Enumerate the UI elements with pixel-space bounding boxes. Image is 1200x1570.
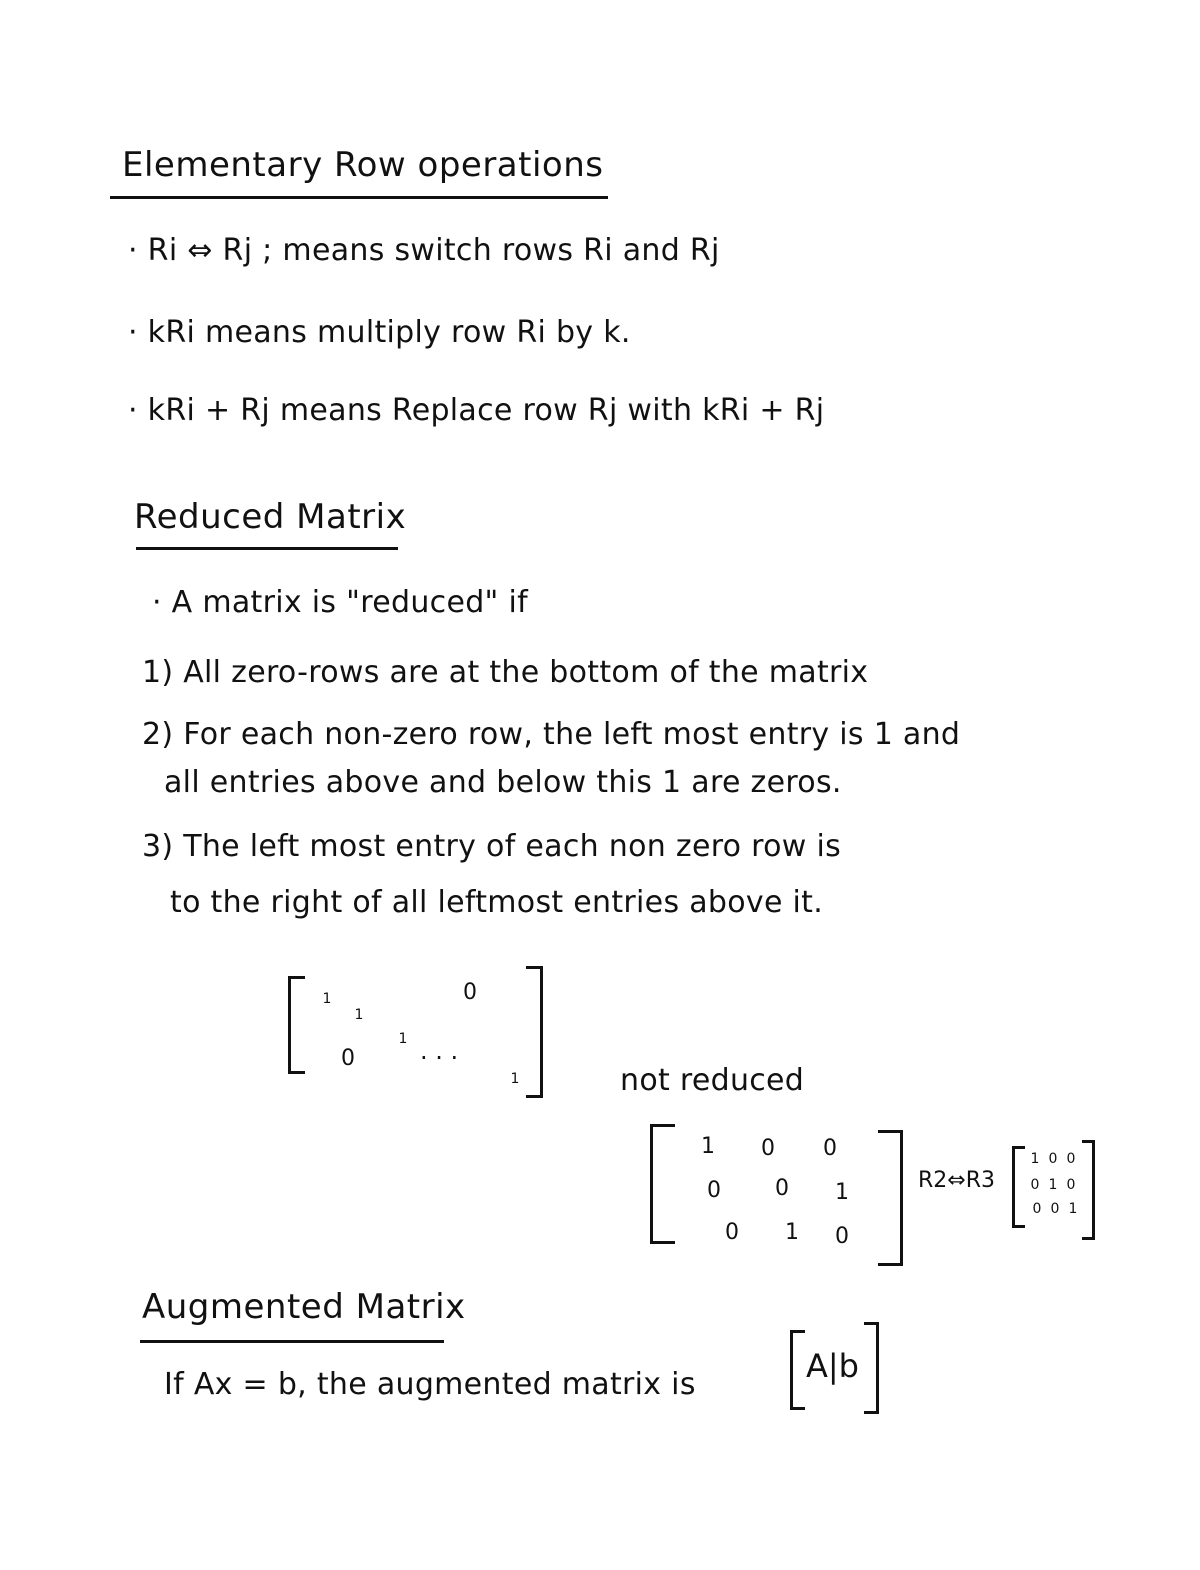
section-title-reduced-matrix: Reduced Matrix: [134, 497, 407, 537]
rule-1: 1) All zero-rows are at the bottom of the matrix: [142, 655, 869, 690]
not-reduced-label: not reduced: [620, 1063, 805, 1098]
augmented-content: A|b: [806, 1347, 859, 1385]
matrix-entry: 0: [1030, 1177, 1040, 1193]
matrix-entry: 1: [354, 1007, 364, 1023]
matrix-entry: 1: [322, 991, 332, 1007]
matrix-entry: 0: [761, 1136, 775, 1161]
matrix-entry: 0: [707, 1178, 721, 1203]
right-bracket: [1082, 1140, 1095, 1240]
matrix-entry: 1: [510, 1071, 520, 1087]
matrix-entry: 1: [1048, 1177, 1058, 1193]
right-bracket: [864, 1322, 879, 1414]
right-bracket: [878, 1130, 903, 1266]
left-bracket: [288, 976, 305, 1074]
matrix-dots: · · ·: [420, 1044, 459, 1072]
title-underline: [140, 1340, 444, 1343]
matrix-entry: 1: [785, 1220, 799, 1245]
bullet-swap-rows: · Ri ⇔ Rj ; means switch rows Ri and Rj: [128, 233, 720, 268]
matrix-entry: 0: [823, 1136, 837, 1161]
left-bracket: [650, 1124, 675, 1244]
left-bracket: [1012, 1146, 1025, 1228]
bullet-replace-row: · kRi + Rj means Replace row Rj with kRi + Rj: [128, 393, 825, 428]
matrix-entry: 1: [835, 1180, 849, 1205]
matrix-entry: 0: [1050, 1201, 1060, 1217]
augmented-definition: If Ax = b, the augmented matrix is: [164, 1367, 696, 1402]
matrix-entry: 0: [1032, 1201, 1042, 1217]
section-title-row-operations: Elementary Row operations: [122, 145, 604, 185]
reduced-intro: · A matrix is "reduced" if: [152, 585, 528, 620]
rule-2-continued: all entries above and below this 1 are zeros.: [164, 765, 842, 800]
left-bracket: [790, 1330, 805, 1410]
matrix-entry: 0: [835, 1224, 849, 1249]
matrix-entry: 1: [1030, 1151, 1040, 1167]
rule-3-continued: to the right of all leftmost entries above it.: [170, 885, 824, 920]
section-title-augmented-matrix: Augmented Matrix: [142, 1287, 466, 1327]
matrix-entry: 1: [398, 1031, 408, 1047]
matrix-upper-zero: 0: [463, 980, 477, 1005]
matrix-entry: 1: [1068, 1201, 1078, 1217]
row-swap-operation: R2⇔R3: [918, 1168, 995, 1193]
matrix-entry: 0: [1066, 1151, 1076, 1167]
title-underline: [110, 196, 608, 199]
matrix-entry: 0: [775, 1176, 789, 1201]
right-bracket: [526, 966, 543, 1098]
matrix-entry: 0: [725, 1220, 739, 1245]
matrix-entry: 1: [701, 1134, 715, 1159]
matrix-entry: 0: [1048, 1151, 1058, 1167]
rule-3: 3) The left most entry of each non zero row is: [142, 829, 842, 864]
bullet-multiply-row: · kRi means multiply row Ri by k.: [128, 315, 631, 350]
matrix-lower-zero: 0: [341, 1046, 355, 1071]
matrix-entry: 0: [1066, 1177, 1076, 1193]
title-underline: [136, 547, 398, 550]
rule-2: 2) For each non-zero row, the left most entry is 1 and: [142, 717, 961, 752]
